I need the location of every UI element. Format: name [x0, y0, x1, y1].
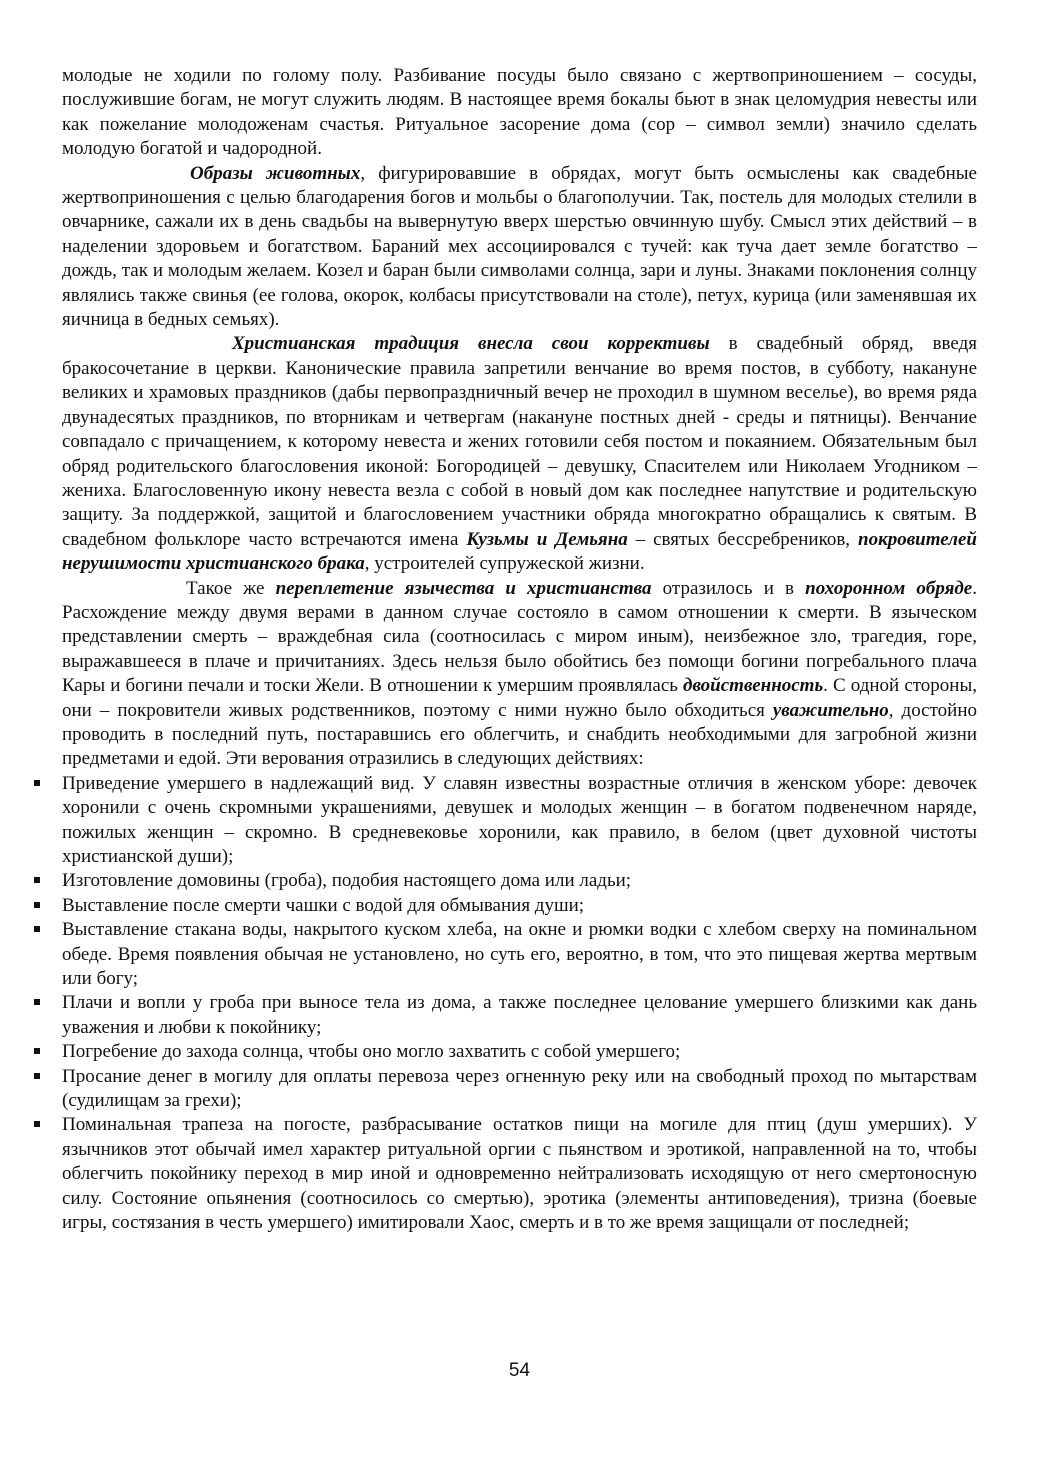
- emphasis-duality: двойственность: [683, 675, 824, 697]
- bullet-square-icon: [34, 1073, 40, 1079]
- list-item: Выставление после смерти чашки с водой для обмывания души;: [62, 894, 977, 918]
- emphasis-christian-tradition: Христианская традиция внесла свои коррективы: [232, 333, 710, 355]
- list-item: Выставление стакана воды, накрытого куском хлеба, на окне и рюмки водки с хлебом сверху на поминальном обеде. Время появления обычая не установлено, но суть его, вероятно, в том, что это пищевая жертва мертвым или богу;: [62, 918, 977, 991]
- emphasis-funeral-rite: похоронном обряде: [805, 577, 973, 599]
- list-item: Погребение до захода солнца, чтобы оно могло захватить с собой умершего;: [62, 1040, 977, 1064]
- emphasis-respectfully: уважительно: [772, 699, 889, 721]
- paragraph-4-text-1: отразилось и в: [651, 577, 806, 599]
- list-item: Плачи и вопли у гроба при выносе тела из дома, а также последнее целование умершего близкими как дань уважения и любви к покойнику;: [62, 991, 977, 1040]
- paragraph-2: [62, 162, 977, 333]
- bullet-square-icon: [34, 926, 40, 932]
- paragraph-1: молодые не ходили по голому полу. Разбивание посуды было связано с жертвоприношением – сосуды, послужившие богам, не могут служить людям. В настоящее время бокалы бьют в знак целомудрия невесты или как пожелание молодоженам счастья. Ритуальное засорение дома (сор – символ земли) значило сделать молодую богатой и чадородной.: [62, 65, 977, 160]
- paragraph-4: [62, 577, 977, 772]
- paragraph-4-text-4: , достойно проводить в последний путь, постаравшись его облегчить, и снабдить необходимыми для загробной жизни предметами и едой. Эти верования отразились в следующих действиях:: [62, 699, 978, 770]
- paragraph-3-text-2: – святых бессребреников,: [627, 528, 858, 550]
- bullet-square-icon: [34, 780, 40, 786]
- list-item: Поминальная трапеза на погосте, разбрасывание остатков пищи на могиле для птиц (душ умерших). У язычников этот обычай имел характер ритуальной оргии с пьянством и эротикой, направленной на то, чтобы облегчить покойнику переход в мир иной и одновременно нейтрализовать исходящую от него смертоносную силу. Состояние опьянения (соотносилось со смертью), эротика (элементы антиповедения), тризна (боевые игры, состязания в честь умершего) имитировали Хаос, смерть и в то же время защищали от последней;: [62, 1113, 977, 1235]
- paragraph-2-text: , фигурировавшие в обрядах, могут быть осмыслены как свадебные жертвоприношения с целью благодарения богов и мольбы о благополучии. Так, постель для молодых стелили в овчарнике, сажали их в день свадьбы на вывернутую вверх шерстью овчинную шубу. Смысл этих действий – в наделении здоровьем и богатством. Бараний мех ассоциировался с тучей: как туча дает земле богатство – дождь, так и молодым желаем. Козел и баран были символами солнца, зари и луны. Знаками поклонения солнцу являлись также свинья (ее голова, окорок, колбасы присутствовали на столе), петух, курица (или заменявшая их яичница в бедных семьях).: [62, 162, 977, 331]
- paragraph-3: [62, 332, 977, 576]
- bullet-square-icon: [34, 877, 40, 883]
- paragraph-4-text-2: . Расхождение между двумя верами в данном случае состояло в самом отношении к смерти. В языческом представлении смерть – враждебная сила (соотносилась с миром иным), неизбежное зло, трагедия, горе, выражавшееся в плаче и причитаниях. Здесь нельзя было обойтись без помощи богини погребального плача Кары и богини печали и тоски Жели. В отношении к умершим проявлялась: [62, 577, 977, 697]
- bullet-square-icon: [34, 999, 40, 1005]
- emphasis-saints-names: Кузьмы и Демьяна: [466, 528, 628, 550]
- emphasis-marriage-patrons: покровителей нерушимости христианского брака: [62, 528, 977, 575]
- paragraph-3-text-3: , устроителей супружеской жизни.: [364, 553, 645, 575]
- list-item: Просание денег в могилу для оплаты перевоза через огненную реку или на свободный проход по мытарствам (судилищам за грехи);: [62, 1065, 977, 1114]
- emphasis-interweaving: переплетение язычества и христианства: [275, 577, 652, 599]
- list-item: Приведение умершего в надлежащий вид. У славян известны возрастные отличия в женском уборе: девочек хоронили с очень скромными украшениями, девушек и молодых женщин – в богатом подвенечном наряде, пожилых женщин – скромно. В средневековье хоронили, как правило, в белом (цвет духовной чистоты христианской души);: [62, 772, 977, 870]
- bullet-square-icon: [34, 1121, 40, 1127]
- list-item: Изготовление домовины (гроба), подобия настоящего дома или ладьи;: [62, 869, 977, 893]
- bullet-list: [62, 772, 977, 1236]
- page-number: 54: [508, 1360, 531, 1381]
- bullet-square-icon: [34, 902, 40, 908]
- paragraph-4-text-0: Такое же: [186, 577, 276, 599]
- paragraph-3-text-1: в свадебный обряд, введя бракосочетание в церкви. Канонические правила запретили венчание во время постов, в субботу, накануне великих и храмовых праздников (дабы первопраздничный вечер не проходил в шумном веселье), во время ряда двунадесятых праздников, по вторникам и четвергам (накануне постных дней - среды и пятницы). Венчание совпадало с причащением, к которому невеста и жених готовили себя постом и покаянием. Обязательным был обряд родительского благословения иконой: Богородицей – девушку, Спасителем или Николаем Угодником – жениха. Благословенную икону невеста везла с собой в новый дом как последнее напутствие и родительскую защиту. За поддержкой, защитой и благословением участники обряда многократно обращались к святым. В свадебном фольклоре часто встречаются имена: [62, 333, 977, 550]
- emphasis-animal-images: Образы животных: [190, 162, 361, 184]
- paragraph-4-text-3: . С одной стороны, они – покровители живых родственников, поэтому с ними нужно было обходиться: [62, 675, 977, 721]
- bullet-square-icon: [34, 1048, 40, 1054]
- body-text: [62, 64, 977, 1236]
